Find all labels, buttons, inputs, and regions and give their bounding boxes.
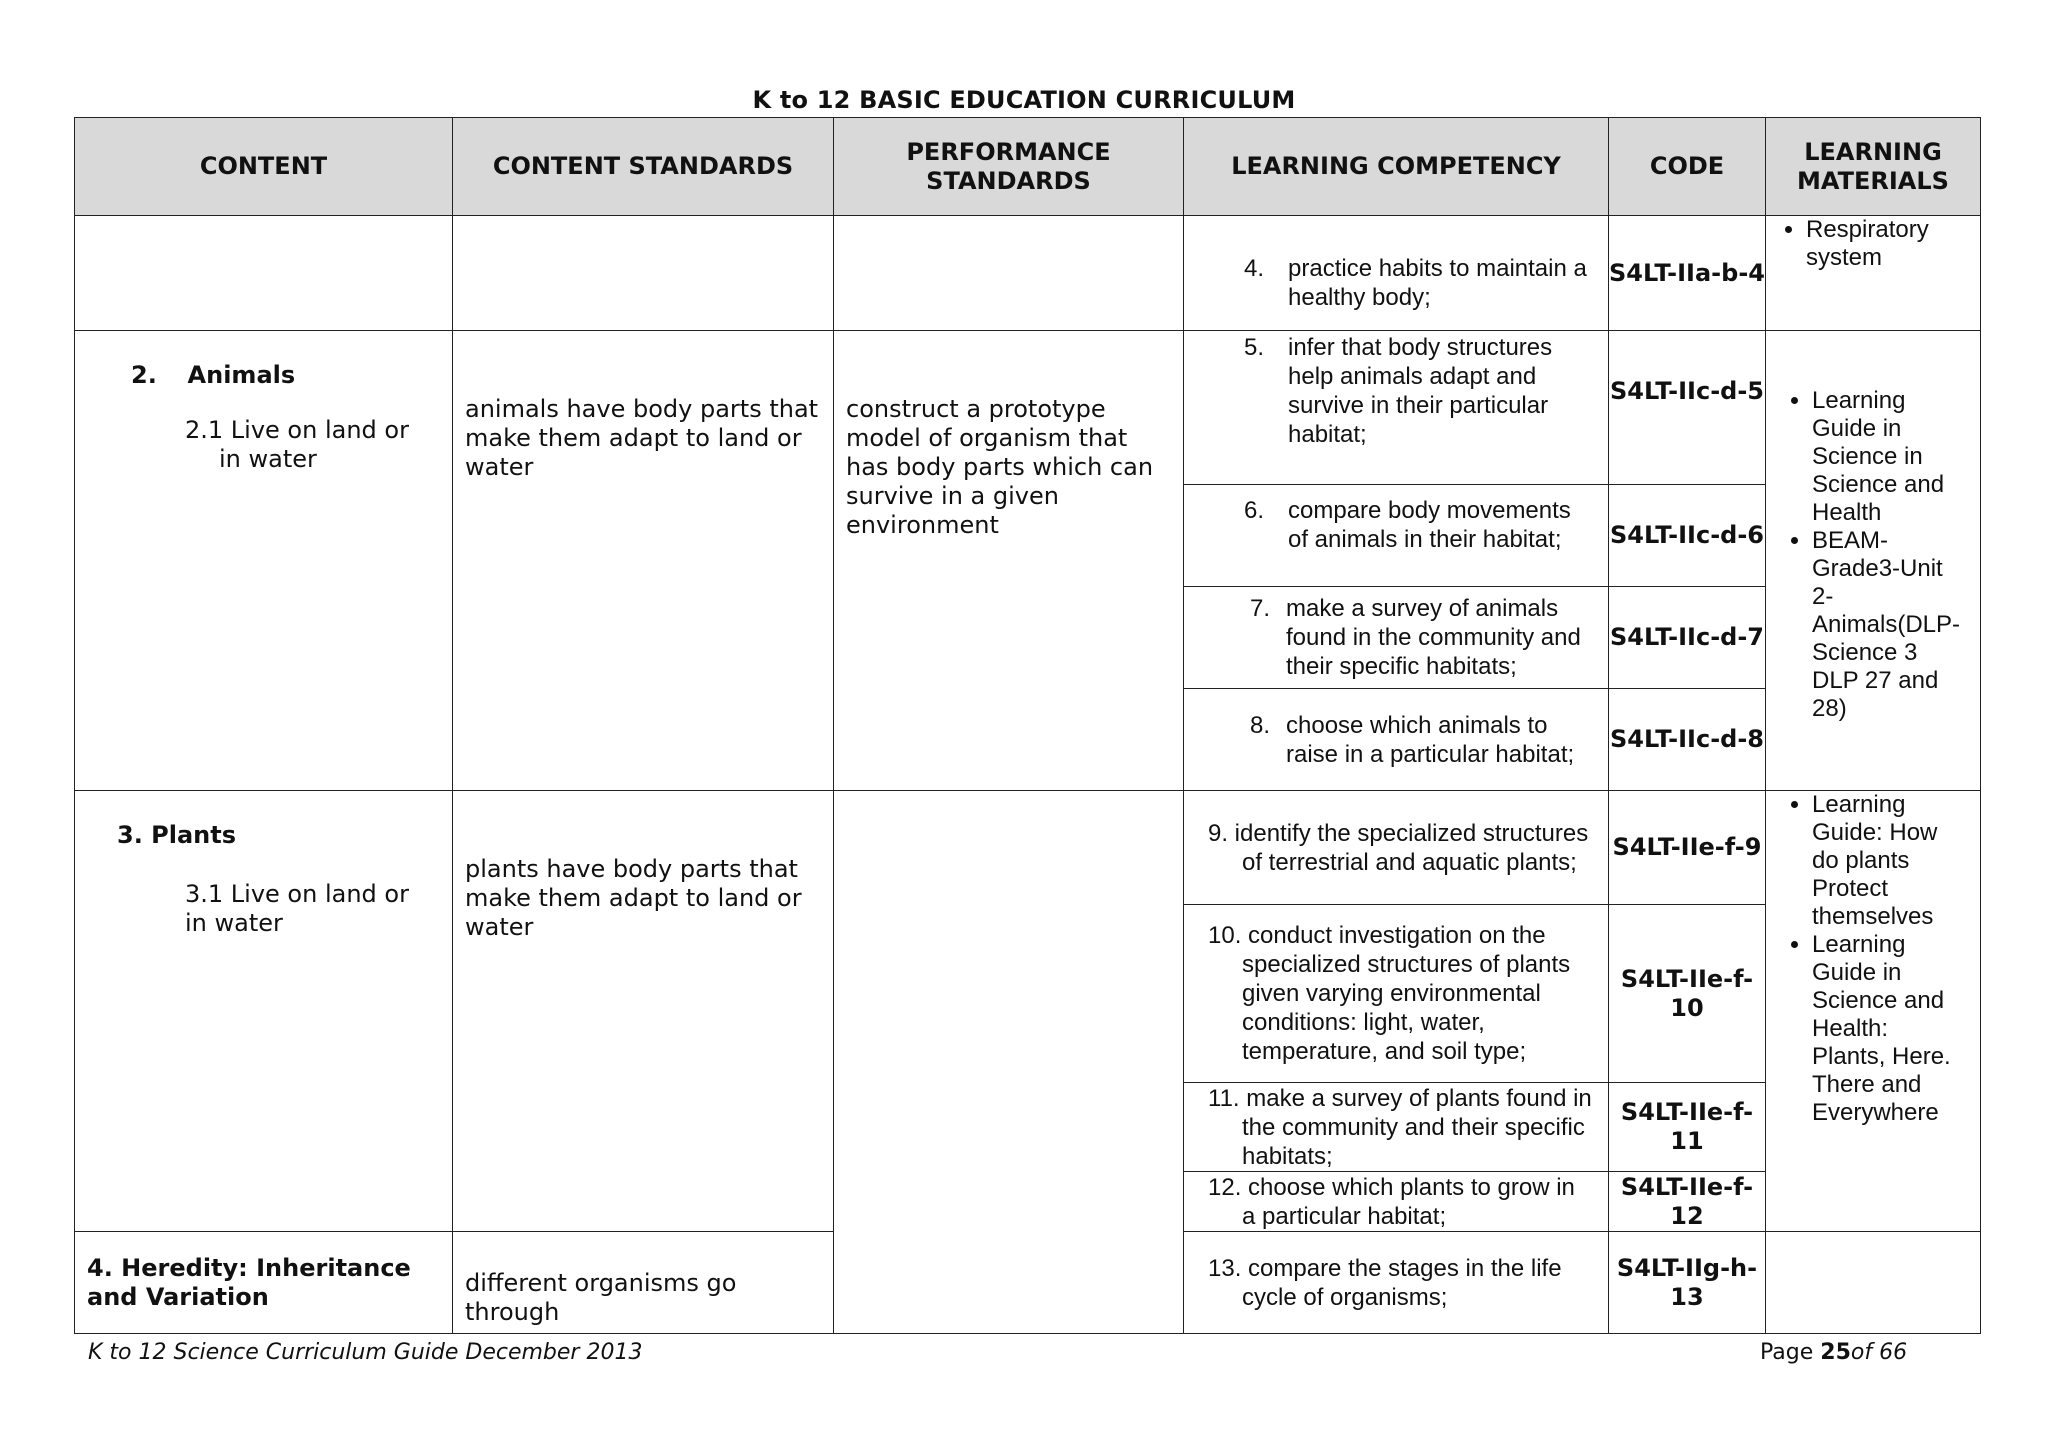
competency-cell: 8. choose which animals to raise in a particular habitat;: [1184, 689, 1609, 791]
competency-text: 9. identify the specialized structures of terrestrial and aquatic plants;: [1208, 819, 1589, 876]
competency-cell: [1184, 791, 1609, 905]
content-cell-animals: [75, 331, 453, 791]
code-cell: S4LT-IIc-d-5: [1609, 331, 1766, 485]
competency-text: infer that body structures help animals adapt and survive in their particular habitat;: [1288, 334, 1553, 448]
content-cell-heredity: [75, 1232, 453, 1334]
competency-cell: [1184, 1172, 1609, 1232]
materials-cell-animals: [1766, 331, 1981, 791]
code-cell: S4LT-IIe-f-12: [1609, 1172, 1766, 1232]
competency-text: 10. conduct investigation on the specialized structures of plants given varying environmental conditions: light, water, temperature, and soil type;: [1208, 922, 1571, 1065]
content-cell-plants: [75, 791, 453, 1232]
materials-cell-heredity: [1766, 1232, 1981, 1334]
footer-page-number: Page 25of 66: [1760, 1340, 1908, 1365]
content-standard-animals: animals have body parts that make them adapt to land or water: [453, 331, 834, 791]
materials-cell-plants: [1766, 791, 1981, 1232]
code-cell: S4LT-IIc-d-7: [1609, 587, 1766, 689]
table-header-row: [75, 118, 1981, 216]
content-subtopic: 2.1 Live on land or in water: [185, 416, 409, 473]
competency-cell: [1184, 905, 1609, 1083]
content-heading: 4. Heredity: Inheritance and Variation: [87, 1253, 411, 1311]
code-cell: S4LT-IIc-d-8: [1609, 689, 1766, 791]
header-code: CODE: [1609, 118, 1766, 216]
materials-cell: [1766, 216, 1981, 331]
material-item: • Learning Guide in Science in Science and Health: [1812, 387, 1968, 527]
competency-text: compare body movements of animals in their habitat;: [1288, 496, 1571, 553]
code-cell: S4LT-IIe-f-10: [1609, 905, 1766, 1083]
header-learning-competency: LEARNING COMPETENCY: [1184, 118, 1609, 216]
header-content-standards: CONTENT STANDARDS: [453, 118, 834, 216]
content-standard-heredity: different organisms go through: [453, 1232, 834, 1334]
content-heading: Animals: [187, 361, 296, 389]
competency-cell: 6. compare body movements of animals in their habitat;: [1184, 485, 1609, 587]
table-row: [75, 791, 1981, 905]
footer-guide-title: K to 12 Science Curriculum Guide December 2013: [88, 1340, 643, 1365]
performance-standard-animals: construct a prototype model of organism that has body parts which can survive in a given environment: [834, 331, 1184, 791]
material-item: • Learning Guide: How do plants Protect themselves: [1812, 791, 1968, 931]
document-title: K to 12 BASIC EDUCATION CURRICULUM: [752, 86, 1296, 114]
content-standard-plants: plants have body parts that make them adapt to land or water: [453, 791, 834, 1232]
competency-number: 4.: [1244, 255, 1265, 282]
content-subtopic: 3.1 Live on land or in water: [185, 880, 409, 937]
competency-text: practice habits to maintain a healthy body;: [1288, 255, 1587, 311]
header-learning-materials: LEARNING MATERIALS: [1766, 118, 1981, 216]
competency-text: 11. make a survey of plants found in the community and their specific habitats;: [1208, 1084, 1592, 1170]
code-cell: S4LT-IIa-b-4: [1609, 216, 1766, 331]
competency-text: 12. choose which plants to grow in a particular habitat;: [1208, 1173, 1575, 1230]
table-row: [75, 331, 1981, 485]
competency-cell: [1184, 216, 1609, 331]
curriculum-table: [74, 117, 1981, 1334]
header-content: CONTENT: [75, 118, 453, 216]
performance-standard-plants: [834, 791, 1184, 1334]
competency-cell: 7. make a survey of animals found in the community and their specific habitats;: [1184, 587, 1609, 689]
material-item: • BEAM-Grade3-Unit 2-Animals(DLP-Science 3 DLP 27 and 28): [1812, 527, 1968, 723]
code-cell: S4LT-IIe-f-11: [1609, 1083, 1766, 1172]
competency-cell: [1184, 1083, 1609, 1172]
header-performance-standards: PERFORMANCE STANDARDS: [834, 118, 1184, 216]
code-cell: S4LT-IIe-f-9: [1609, 791, 1766, 905]
code-cell: S4LT-IIg-h-13: [1609, 1232, 1766, 1334]
competency-cell: 5. infer that body structures help animals adapt and survive in their particular habitat;: [1184, 331, 1609, 485]
table-row: [75, 216, 1981, 331]
competency-text: choose which animals to raise in a particular habitat;: [1286, 711, 1575, 768]
competency-cell: [1184, 1232, 1609, 1334]
competency-text: 13. compare the stages in the life cycle of organisms;: [1208, 1255, 1562, 1311]
content-heading: 3. Plants: [117, 821, 237, 849]
competency-text: make a survey of animals found in the community and their specific habitats;: [1286, 595, 1581, 680]
material-item: • Respiratory system: [1806, 216, 1968, 272]
content-heading-number: 2.: [131, 361, 157, 389]
material-item: • Learning Guide in Science and Health: Plants, Here. There and Everywhere: [1812, 931, 1968, 1127]
code-cell: S4LT-IIc-d-6: [1609, 485, 1766, 587]
